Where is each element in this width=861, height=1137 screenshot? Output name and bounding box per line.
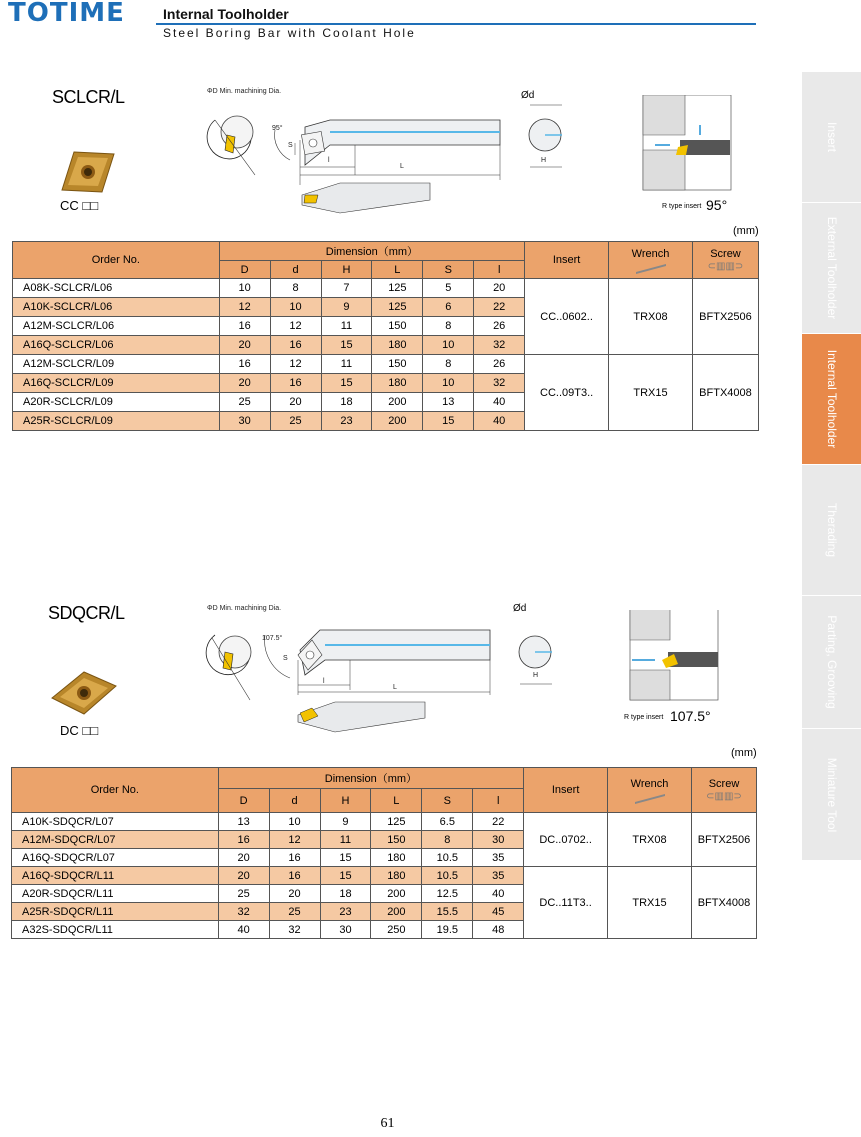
dimension-cell: 45 (473, 903, 524, 921)
dia-label: Ød (521, 90, 535, 101)
dimension-cell: 13 (423, 393, 474, 412)
dimension-cell: 11 (321, 355, 372, 374)
col-L: L (372, 261, 423, 279)
screw-icon: ⊂▥▥⊃ (706, 791, 742, 802)
unit-label: (mm) (733, 225, 759, 237)
col-l-2: l (473, 789, 524, 813)
header-rule (156, 23, 756, 25)
order-no-cell: A16Q-SCLCR/L06 (13, 336, 220, 355)
order-no-cell: A32S-SDQCR/L11 (12, 921, 219, 939)
dimension-cell: 150 (371, 831, 422, 849)
screw-cell: BFTX4008 (691, 867, 756, 939)
order-no-cell: A16Q-SDQCR/L11 (12, 867, 219, 885)
page-title: Internal Toolholder (163, 6, 289, 22)
order-no-cell: A12M-SDQCR/L07 (12, 831, 219, 849)
header-order-no-2: Order No. (12, 768, 219, 813)
dimension-cell: 5 (423, 279, 474, 298)
dimension-cell: 40 (474, 412, 525, 431)
dimension-cell: 16 (270, 374, 321, 393)
cc-insert-icon (60, 148, 116, 196)
dimension-cell: 26 (474, 355, 525, 374)
dimension-cell: 35 (473, 867, 524, 885)
dimension-cell: 35 (473, 849, 524, 867)
page-number: 61 (380, 1116, 395, 1131)
boring-bar-drawing-sclcr (200, 95, 780, 220)
order-no-cell: A10K-SDQCR/L07 (12, 813, 219, 831)
col-S-2: S (422, 789, 473, 813)
dim-l-label-2: L (393, 684, 397, 691)
dimension-cell: 200 (371, 885, 422, 903)
header-insert: Insert (525, 242, 609, 279)
dimension-cell: 200 (372, 412, 423, 431)
dimension-cell: 23 (320, 903, 371, 921)
dimension-cell: 20 (269, 885, 320, 903)
dimension-cell: 30 (320, 921, 371, 939)
dimension-cell: 7 (321, 279, 372, 298)
insert-type-label-2: R type insert (624, 714, 664, 721)
dimension-cell: 9 (320, 813, 371, 831)
dimension-cell: 8 (423, 317, 474, 336)
dimension-cell: 13 (218, 813, 269, 831)
dim-s-label-2: S (283, 655, 288, 662)
insert-code-cc: CC □□ (60, 198, 99, 213)
col-l: l (474, 261, 525, 279)
dimension-cell: 180 (372, 374, 423, 393)
dim-h-label: H (541, 157, 547, 164)
dimension-cell: 16 (219, 355, 270, 374)
dim-s-label: S (288, 142, 293, 149)
dimension-cell: 18 (320, 885, 371, 903)
dimension-cell: 25 (219, 393, 270, 412)
dimension-cell: 180 (371, 849, 422, 867)
dimension-cell: 22 (473, 813, 524, 831)
dimension-cell: 30 (219, 412, 270, 431)
angle-label: 95° (272, 125, 283, 132)
dimension-cell: 15 (320, 849, 371, 867)
dimension-cell: 32 (218, 903, 269, 921)
dimension-cell: 150 (372, 317, 423, 336)
side-tab-parting-grooving[interactable]: Parting, Grooving (802, 596, 861, 729)
dim-l-small-label: l (328, 157, 330, 164)
dc-insert-icon (50, 668, 120, 720)
dimension-cell: 10 (423, 374, 474, 393)
dimension-cell: 12 (270, 355, 321, 374)
dimension-cell: 16 (218, 831, 269, 849)
dim-h-label-2: H (533, 672, 539, 679)
header-dimension-2: Dimension（mm） (218, 768, 523, 789)
dimension-cell: 10.5 (422, 849, 473, 867)
angle-label-2: 107.5° (262, 635, 283, 642)
col-S: S (423, 261, 474, 279)
screw-cell: BFTX2506 (692, 279, 758, 355)
header-order-no: Order No. (13, 242, 220, 279)
col-D: D (219, 261, 270, 279)
model-title-sdqcr: SDQCR/L (48, 603, 125, 623)
insert-type-angle: 95° (706, 197, 728, 213)
dimension-cell: 10 (423, 336, 474, 355)
insert-type-label: R type insert (662, 203, 702, 210)
order-no-cell: A12M-SCLCR/L06 (13, 317, 220, 336)
insert-cell: DC..0702.. (524, 813, 608, 867)
insert-cell: DC..11T3.. (524, 867, 608, 939)
screw-icon: ⊂▥▥⊃ (707, 261, 744, 272)
side-tab-external-toolholder[interactable]: External Toolholder (802, 203, 861, 334)
side-tab-internal-toolholder[interactable]: Internal Toolholder (802, 334, 861, 465)
dimension-cell: 250 (371, 921, 422, 939)
header-wrench-2: Wrench (608, 768, 692, 813)
insert-type-angle-2: 107.5° (670, 708, 711, 724)
table-row (12, 867, 757, 885)
order-no-cell: A25R-SDQCR/L11 (12, 903, 219, 921)
unit-label-2: (mm) (731, 747, 757, 759)
dimension-cell: 16 (270, 336, 321, 355)
col-d-2: d (269, 789, 320, 813)
header-wrench: Wrench (609, 242, 693, 279)
dimension-cell: 32 (474, 374, 525, 393)
dimension-cell: 15.5 (422, 903, 473, 921)
dimension-cell: 6.5 (422, 813, 473, 831)
wrench-cell: TRX15 (609, 355, 693, 431)
order-no-cell: A10K-SCLCR/L06 (13, 298, 220, 317)
dimension-cell: 6 (423, 298, 474, 317)
dia-label-2: Ød (513, 603, 527, 614)
screw-cell: BFTX2506 (691, 813, 756, 867)
dimension-cell: 25 (218, 885, 269, 903)
col-H: H (321, 261, 372, 279)
dimension-cell: 8 (423, 355, 474, 374)
dimension-cell: 12.5 (422, 885, 473, 903)
order-no-cell: A25R-SCLCR/L09 (13, 412, 220, 431)
col-D-2: D (218, 789, 269, 813)
spec-table-sclcr (12, 241, 759, 431)
dimension-cell: 16 (269, 849, 320, 867)
dimension-cell: 16 (219, 317, 270, 336)
side-tab-miniature-tool[interactable]: Miniature Tool (802, 729, 861, 861)
dimension-cell: 15 (423, 412, 474, 431)
dimension-cell: 15 (321, 336, 372, 355)
insert-code-dc: DC □□ (60, 723, 99, 738)
order-no-cell: A16Q-SCLCR/L09 (13, 374, 220, 393)
order-no-cell: A20R-SCLCR/L09 (13, 393, 220, 412)
dimension-cell: 150 (372, 355, 423, 374)
header-screw: Screw ⊂▥▥⊃ (692, 242, 758, 279)
screw-cell: BFTX4008 (692, 355, 758, 431)
dimension-cell: 18 (321, 393, 372, 412)
insert-cell: CC..0602.. (525, 279, 609, 355)
dimension-cell: 11 (321, 317, 372, 336)
dimension-cell: 11 (320, 831, 371, 849)
dimension-cell: 10 (270, 298, 321, 317)
min-dia-label: ΦD Min. machining Dia. (207, 88, 282, 95)
dimension-cell: 20 (219, 336, 270, 355)
dimension-cell: 22 (474, 298, 525, 317)
dimension-cell: 125 (371, 813, 422, 831)
wrench-cell: TRX15 (608, 867, 692, 939)
order-no-cell: A12M-SCLCR/L09 (13, 355, 220, 374)
dimension-cell: 25 (269, 903, 320, 921)
side-tab-insert[interactable]: Insert (802, 72, 861, 203)
dimension-cell: 12 (269, 831, 320, 849)
table-row (13, 355, 759, 374)
insert-cell: CC..09T3.. (525, 355, 609, 431)
dimension-cell: 32 (269, 921, 320, 939)
dimension-cell: 9 (321, 298, 372, 317)
order-no-cell: A08K-SCLCR/L06 (13, 279, 220, 298)
page-subtitle: Steel Boring Bar with Coolant Hole (163, 26, 416, 40)
dimension-cell: 16 (269, 867, 320, 885)
dimension-cell: 8 (422, 831, 473, 849)
dimension-cell: 20 (270, 393, 321, 412)
dimension-cell: 180 (371, 867, 422, 885)
dimension-cell: 10 (219, 279, 270, 298)
dimension-cell: 8 (270, 279, 321, 298)
dim-l-label: L (400, 163, 404, 170)
dim-l-small-label-2: l (323, 678, 325, 685)
dimension-cell: 15 (320, 867, 371, 885)
dimension-cell: 20 (218, 849, 269, 867)
col-H-2: H (320, 789, 371, 813)
col-L-2: L (371, 789, 422, 813)
dimension-cell: 48 (473, 921, 524, 939)
dimension-cell: 125 (372, 298, 423, 317)
dimension-cell: 30 (473, 831, 524, 849)
order-no-cell: A20R-SDQCR/L11 (12, 885, 219, 903)
dimension-cell: 20 (218, 867, 269, 885)
dimension-cell: 40 (218, 921, 269, 939)
dimension-cell: 23 (321, 412, 372, 431)
dimension-cell: 200 (372, 393, 423, 412)
spec-table-sdqcr (11, 767, 757, 939)
table-row (13, 279, 759, 298)
dimension-cell: 19.5 (422, 921, 473, 939)
table-row (12, 813, 757, 831)
dimension-cell: 20 (474, 279, 525, 298)
wrench-cell: TRX08 (608, 813, 692, 867)
brand-logo: TOTIME (8, 0, 125, 28)
header-insert-2: Insert (524, 768, 608, 813)
dimension-cell: 10.5 (422, 867, 473, 885)
dimension-cell: 125 (372, 279, 423, 298)
dimension-cell: 32 (474, 336, 525, 355)
dimension-cell: 40 (473, 885, 524, 903)
min-dia-label-2: ΦD Min. machining Dia. (207, 605, 282, 612)
dimension-cell: 10 (269, 813, 320, 831)
dimension-cell: 26 (474, 317, 525, 336)
order-no-cell: A16Q-SDQCR/L07 (12, 849, 219, 867)
dimension-cell: 200 (371, 903, 422, 921)
header-screw-2: Screw ⊂▥▥⊃ (691, 768, 756, 813)
dimension-cell: 20 (219, 374, 270, 393)
dimension-cell: 15 (321, 374, 372, 393)
header-dimension: Dimension（mm） (219, 242, 524, 261)
dimension-cell: 180 (372, 336, 423, 355)
side-tab-threading[interactable]: Therading (802, 465, 861, 596)
dimension-cell: 12 (270, 317, 321, 336)
dimension-cell: 40 (474, 393, 525, 412)
model-title-sclcr: SCLCR/L (52, 87, 125, 107)
dimension-cell: 25 (270, 412, 321, 431)
wrench-cell: TRX08 (609, 279, 693, 355)
col-d: d (270, 261, 321, 279)
dimension-cell: 12 (219, 298, 270, 317)
